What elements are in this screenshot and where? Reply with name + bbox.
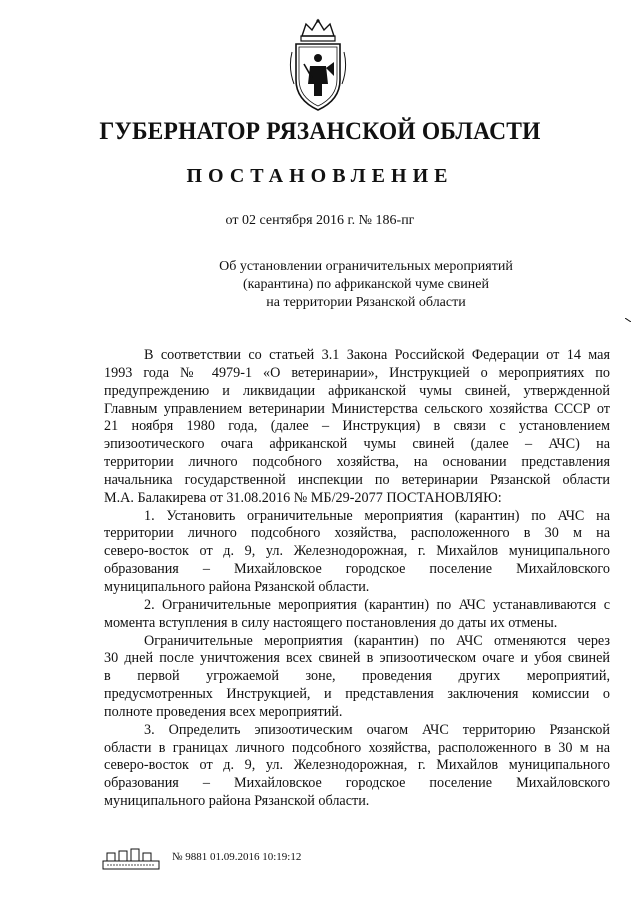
- preamble-line: территории личного подсобного хозяйства, на основании представления: [104, 454, 610, 471]
- preamble-line: М.А. Балакирева от 31.08.2016 № МБ/29-2077 ПОСТАНОВЛЯЮ:: [104, 489, 502, 506]
- item2-line: 2. Ограничительные мероприятия (карантин) по АЧС устанавливаются с: [144, 596, 610, 613]
- subject-line: на территории Рязанской области: [266, 295, 466, 310]
- scan-mark: [625, 318, 631, 322]
- subject-line: Об установлении ограничительных мероприятий: [219, 259, 513, 274]
- item2-cont-line: Ограничительные мероприятия (карантин) по АЧС отменяются через: [144, 632, 610, 649]
- document-type: ПОСТАНОВЛЕНИЕ: [186, 165, 454, 187]
- preamble-line: эпизоотического очага африканской чумы свиней (далее – АЧС) на: [104, 436, 610, 453]
- preamble-line: начальника государственной инспекции по ветеринарии Рязанской области: [104, 471, 610, 488]
- ryazan-coat-of-arms-icon: [288, 18, 348, 114]
- item2-cont-line: в первой угрожаемой зоне, проведения других мероприятий,: [104, 668, 610, 685]
- subject-line: (карантина) по африканской чуме свиней: [243, 277, 489, 292]
- document-date-number: от 02 сентября 2016 г. № 186-пг: [225, 213, 415, 228]
- item3-line: северо-восток от д. 9, ул. Железнодорожная, г. Михайлов муниципального: [104, 757, 610, 774]
- item1-line: территории личного подсобного хозяйства, расположенного в 30 м на: [104, 525, 610, 542]
- preamble-line: предупреждению и ликвидации африканской чумы свиней, утвержденной: [104, 382, 610, 399]
- registry-stamp-icon: [101, 845, 161, 871]
- item2-cont-line: 30 дней после уничтожения всех свиней в эпизоотическом очаге и убоя свиней: [104, 650, 610, 667]
- preamble-line: 21 ноября 1980 года, (далее – Инструкция) в связи с установлением: [104, 418, 610, 435]
- item2-line: момента вступления в силу настоящего постановления до даты их отмены.: [104, 614, 558, 631]
- item2-cont-line: предусмотренных Инструкцией, и представления заключения комиссии о: [104, 686, 610, 703]
- item3-line: области в границах личного подсобного хозяйства, расположенного в 30 м на: [104, 739, 610, 756]
- registry-number: № 9881 01.09.2016 10:19:12: [172, 851, 302, 863]
- item3-line: образования – Михайловское городское поселение Михайловского: [104, 775, 610, 792]
- item1-line: образования – Михайловское городское поселение Михайловского: [104, 561, 610, 578]
- preamble-line: В соответствии со статьей 3.1 Закона Российской Федерации от 14 мая: [144, 347, 610, 363]
- item3-line: муниципального района Рязанской области.: [104, 793, 370, 810]
- item3-line: 3. Определить эпизоотическим очагом АЧС территорию Рязанской: [144, 721, 610, 738]
- document-subject: [196, 258, 536, 312]
- preamble-line: Главным управлением ветеринарии Министерства сельского хозяйства СССР от: [104, 400, 610, 417]
- item1-line: 1. Установить ограничительные мероприятия (карантин) по АЧС на: [144, 507, 610, 524]
- issuer-title: ГУБЕРНАТОР РЯЗАНСКОЙ ОБЛАСТИ: [99, 118, 541, 145]
- preamble-line: 1993 года № 4979-1 «О ветеринарии», Инструкцией о мероприятиях по: [104, 364, 610, 381]
- item2-cont-line: полноте проведения всех мероприятий.: [104, 703, 343, 720]
- document-body: [104, 347, 610, 811]
- item1-line: муниципального района Рязанской области.: [104, 578, 370, 595]
- item1-line: северо-восток от д. 9, ул. Железнодорожная, г. Михайлов муниципального: [104, 543, 610, 560]
